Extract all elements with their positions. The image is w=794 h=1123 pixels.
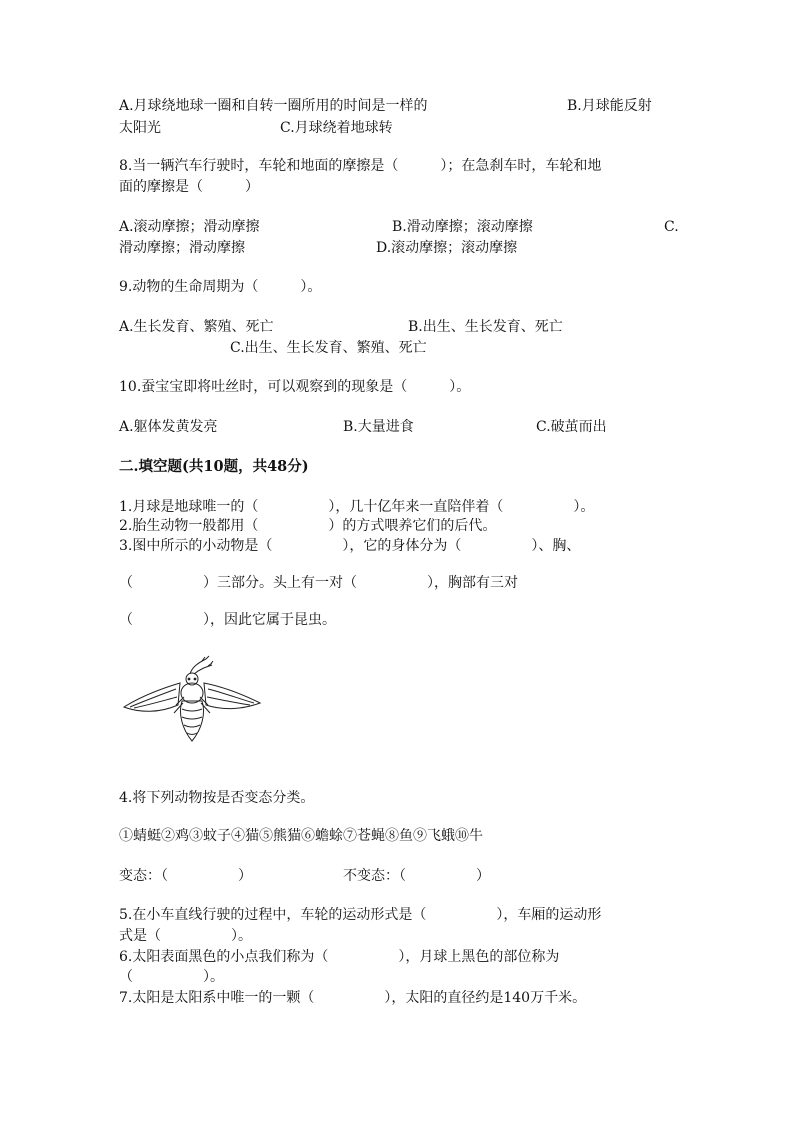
fill-q1: 1.月球是地球唯一的（ ），几十亿年来一直陪伴着（ ）。 xyxy=(119,499,595,515)
q9-option-b: B.出生、生长发育、死亡 xyxy=(408,319,563,335)
q10-option-b: B.大量进食 xyxy=(343,419,414,435)
q7-option-b-cont: 太阳光 xyxy=(119,120,161,136)
moth-illustration xyxy=(120,655,265,750)
q8-stem-line1: 8.当一辆汽车行驶时，车轮和地面的摩擦是（ ）；在急刹车时，车轮和地 xyxy=(119,158,602,174)
q8-option-c: 滑动摩擦；滑动摩擦 xyxy=(119,240,245,256)
q10-stem: 10.蚕宝宝即将吐丝时，可以观察到的现象是（ ）。 xyxy=(119,379,471,395)
q9-stem: 9.动物的生命周期为（ ）。 xyxy=(119,279,322,295)
fill-q5-line2: 式是（ ）。 xyxy=(119,928,252,944)
fill-q3-line2: （ ）三部分。头上有一对（ ），胸部有三对 xyxy=(119,575,518,591)
q8-option-a: A.滚动摩擦；滑动摩擦 xyxy=(119,219,260,235)
fill-q4-animal-list: ①蜻蜓②鸡③蚊子④猫⑤熊猫⑥蟾蜍⑦苍蝇⑧鱼⑨飞蛾⑩牛 xyxy=(119,828,483,844)
q7-option-b: B.月球能反射 xyxy=(567,98,652,114)
fill-q6-line2: （ ）。 xyxy=(119,969,224,985)
q10-option-c: C.破茧而出 xyxy=(536,419,607,435)
q7-option-c: C.月球绕着地球转 xyxy=(280,120,393,136)
fill-q4-metamorphosis: 变态：（ ） xyxy=(119,868,252,884)
fill-q6-line1: 6.太阳表面黑色的小点我们称为（ ），月球上黑色的部位称为 xyxy=(119,949,560,965)
q8-stem-line2: 面的摩擦是（ ） xyxy=(119,179,259,195)
fill-q3-line1: 3.图中所示的小动物是（ ），它的身体分为（ ）、胸、 xyxy=(119,538,581,554)
fill-q7: 7.太阳是太阳系中唯一的一颗（ ），太阳的直径约是140万千米。 xyxy=(119,990,587,1006)
q8-option-b: B.滑动摩擦；滚动摩擦 xyxy=(392,219,533,235)
q8-option-c-head: C. xyxy=(664,219,679,235)
fill-q2: 2.胎生动物一般都用（ ）的方式喂养它们的后代。 xyxy=(119,518,497,534)
q8-option-d: D.滚动摩擦；滚动摩擦 xyxy=(376,240,518,256)
fill-q4-stem: 4.将下列动物按是否变态分类。 xyxy=(119,790,315,806)
section-title: 二.填空题(共10题，共48分) xyxy=(119,458,309,475)
fill-q3-line3: （ ），因此它属于昆虫。 xyxy=(119,612,336,628)
q7-option-a: A.月球绕地球一圈和自转一圈所用的时间是一样的 xyxy=(119,98,428,114)
fill-q4-no-metamorphosis: 不变态：（ ） xyxy=(343,868,490,884)
fill-q5-line1: 5.在小车直线行驶的过程中，车轮的运动形式是（ ），车厢的运动形 xyxy=(119,907,602,923)
q9-option-a: A.生长发育、繁殖、死亡 xyxy=(119,319,274,335)
q9-option-c: C.出生、生长发育、繁殖、死亡 xyxy=(230,340,427,356)
q10-option-a: A.躯体发黄发亮 xyxy=(119,419,218,435)
